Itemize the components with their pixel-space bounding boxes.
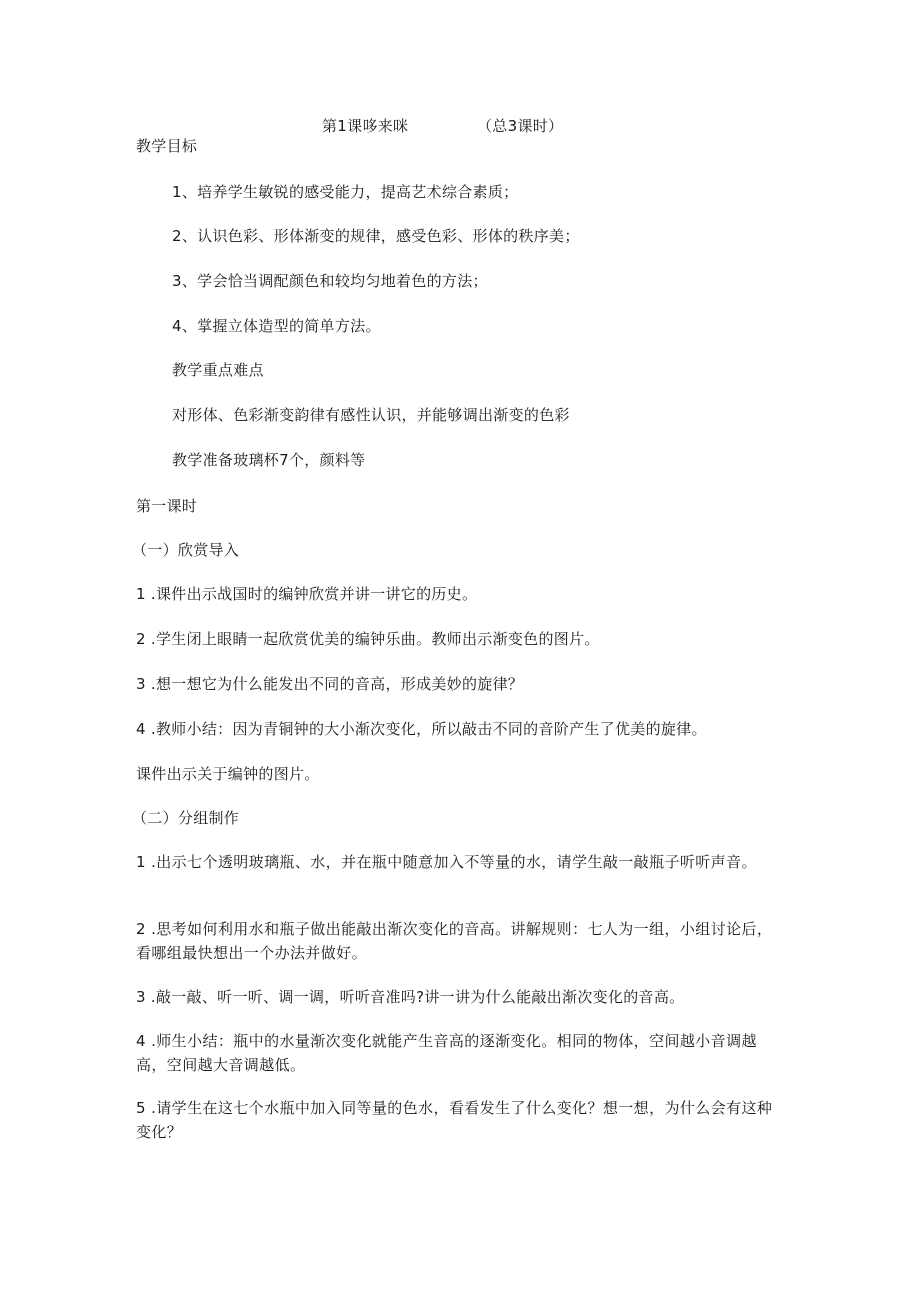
key-points-text: 对形体、色彩渐变韵律有感性认识，并能够调出渐变的色彩 (172, 406, 570, 424)
part1-item: 4 .教师小结：因为青铜钟的大小渐次变化，所以敲击不同的音阶产生了优美的旋律。 (136, 720, 707, 738)
part1-item: 2 .学生闭上眼睛一起欣赏优美的编钟乐曲。教师出示渐变色的图片。 (136, 630, 600, 648)
part1-note: 课件出示关于编钟的图片。 (136, 765, 320, 783)
objective-item: 1、培养学生敏锐的感受能力，提高艺术综合素质； (172, 183, 519, 201)
part2-item: 3 .敲一敲、听一听、调一调，听听音准吗?讲一讲为什么能敲出渐次变化的音高。 (136, 988, 685, 1006)
objective-item: 2、认识色彩、形体渐变的规律，感受色彩、形体的秩序美； (172, 227, 580, 245)
objectives-heading: 教学目标 (136, 137, 198, 155)
part1-item: 3 .想一想它为什么能发出不同的音高，形成美妙的旋律？ (136, 675, 524, 693)
part1-heading: （一）欣赏导入 (132, 541, 240, 559)
part2-item: 4 .师生小结：瓶中的水量渐次变化就能产生音高的逐渐变化。相同的物体，空间越小音调越高，空间越大音调越低。 (136, 1032, 757, 1074)
preparation-text: 教学准备玻璃杯7个，颜料等 (172, 451, 366, 469)
total-periods: （总3课时） (477, 117, 564, 135)
objective-item: 3、学会恰当调配颜色和较均匀地着色的方法； (172, 272, 488, 290)
lesson1-heading: 第一课时 (136, 497, 198, 515)
part2-item: 2 .思考如何利用水和瓶子做出能敲出渐次变化的音高。讲解规则：七人为一组，小组讨论后，看哪组最快想出一个办法并做好。 (136, 920, 773, 962)
part2-heading: （二）分组制作 (132, 809, 240, 827)
objective-item: 4、掌握立体造型的简单方法。 (172, 317, 381, 335)
key-points-heading: 教学重点难点 (172, 361, 264, 379)
lesson-title: 第1课哆来咪 (322, 117, 409, 135)
part1-item: 1 .课件出示战国时的编钟欣赏并讲一讲它的历史。 (136, 585, 478, 603)
part2-item: 1 .出示七个透明玻璃瓶、水，并在瓶中随意加入不等量的水，请学生敲一敲瓶子听听声音。 (136, 853, 757, 871)
part2-item: 5 .请学生在这七个水瓶中加入同等量的色水，看看发生了什么变化？想一想，为什么会有这种变化？ (136, 1099, 773, 1141)
